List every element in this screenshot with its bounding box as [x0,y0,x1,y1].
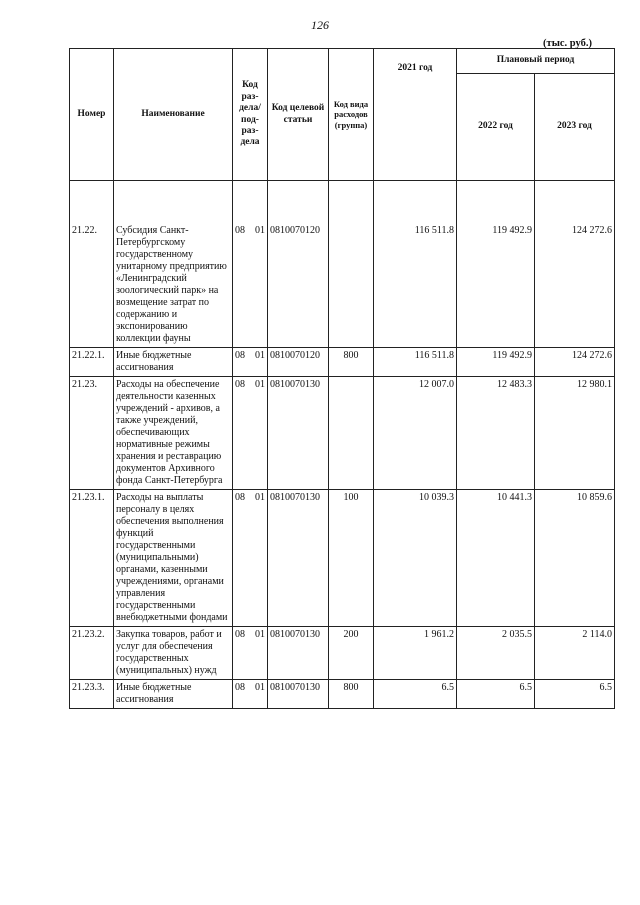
row-target-code: 0810070120 [268,348,329,377]
row-2021: 116 511.8 [374,348,457,377]
header-expense-type: Код вида расходов (группа) [329,49,374,181]
row-2023: 124 272.6 [535,348,615,377]
page-number: 126 [311,18,329,32]
row-2022: 2 035.5 [457,627,535,680]
table-row [70,627,615,680]
units-label: (тыс. руб.) [543,38,592,49]
row-expense-type: 200 [329,627,374,680]
row-section-code: 08 01 [233,627,268,680]
row-2021: 116 511.8 [374,223,457,348]
row-target-code: 0810070120 [268,223,329,348]
row-target-code: 0810070130 [268,627,329,680]
row-2021: 6.5 [374,680,457,709]
header-name: Наименование [114,49,233,181]
row-2021: 1 961.2 [374,627,457,680]
row-name: Расходы на выплаты персоналу в целях обеспечения выполнения функций государственными (муниципальными) органами, казенными учреждениями, органами управления государственными внебюджетными фондами [114,490,233,627]
spacer-row [70,181,615,224]
budget-table [69,48,615,709]
table-row [70,680,615,709]
row-2021: 10 039.3 [374,490,457,627]
row-2022: 119 492.9 [457,223,535,348]
row-name: Расходы на обеспечение деятельности казенных учреждений - архивов, а также учреждений, обеспечивающих нормативные режимы хранения и реставрацию документов Архивного фонда Санкт-Петербурга [114,377,233,490]
row-2023: 10 859.6 [535,490,615,627]
row-expense-type [329,223,374,348]
row-section-code: 08 01 [233,490,268,627]
row-number: 21.23.3. [70,680,114,709]
row-section-code: 08 01 [233,377,268,490]
row-2023: 124 272.6 [535,223,615,348]
row-2023: 6.5 [535,680,615,709]
row-2022: 12 483.3 [457,377,535,490]
row-section-code: 08 01 [233,348,268,377]
row-2023: 2 114.0 [535,627,615,680]
header-2021: 2021 год [374,49,457,181]
table-row [70,490,615,627]
table-row [70,377,615,490]
header-2022: 2022 год [457,74,535,181]
header-target-code: Код целевой статьи [268,49,329,181]
row-expense-type [329,377,374,490]
header-2023: 2023 год [535,74,615,181]
row-target-code: 0810070130 [268,377,329,490]
row-number: 21.23.1. [70,490,114,627]
row-expense-type: 800 [329,348,374,377]
row-number: 21.22. [70,223,114,348]
row-number: 21.23. [70,377,114,490]
table-row [70,348,615,377]
row-number: 21.23.2. [70,627,114,680]
row-2021: 12 007.0 [374,377,457,490]
row-expense-type: 800 [329,680,374,709]
row-number: 21.22.1. [70,348,114,377]
row-section-code: 08 01 [233,680,268,709]
row-name: Субсидия Санкт-Петербургскому государственному унитарному предприятию «Ленинградский зоологический парк» на возмещение затрат по содержанию и экспонированию коллекции фауны [114,223,233,348]
row-2022: 10 441.3 [457,490,535,627]
table-body [70,181,615,709]
row-2022: 6.5 [457,680,535,709]
row-expense-type: 100 [329,490,374,627]
table-row [70,223,615,348]
header-number: Номер [70,49,114,181]
row-name: Иные бюджетные ассигнования [114,348,233,377]
row-section-code: 08 01 [233,223,268,348]
row-name: Иные бюджетные ассигнования [114,680,233,709]
row-name: Закупка товаров, работ и услуг для обеспечения государственных (муниципальных) нужд [114,627,233,680]
header-planning-period: Плановый период [457,49,615,74]
row-2022: 119 492.9 [457,348,535,377]
row-target-code: 0810070130 [268,680,329,709]
row-2023: 12 980.1 [535,377,615,490]
header-section-code: Код раз- дела/ под- раз- дела [233,49,268,181]
row-target-code: 0810070130 [268,490,329,627]
